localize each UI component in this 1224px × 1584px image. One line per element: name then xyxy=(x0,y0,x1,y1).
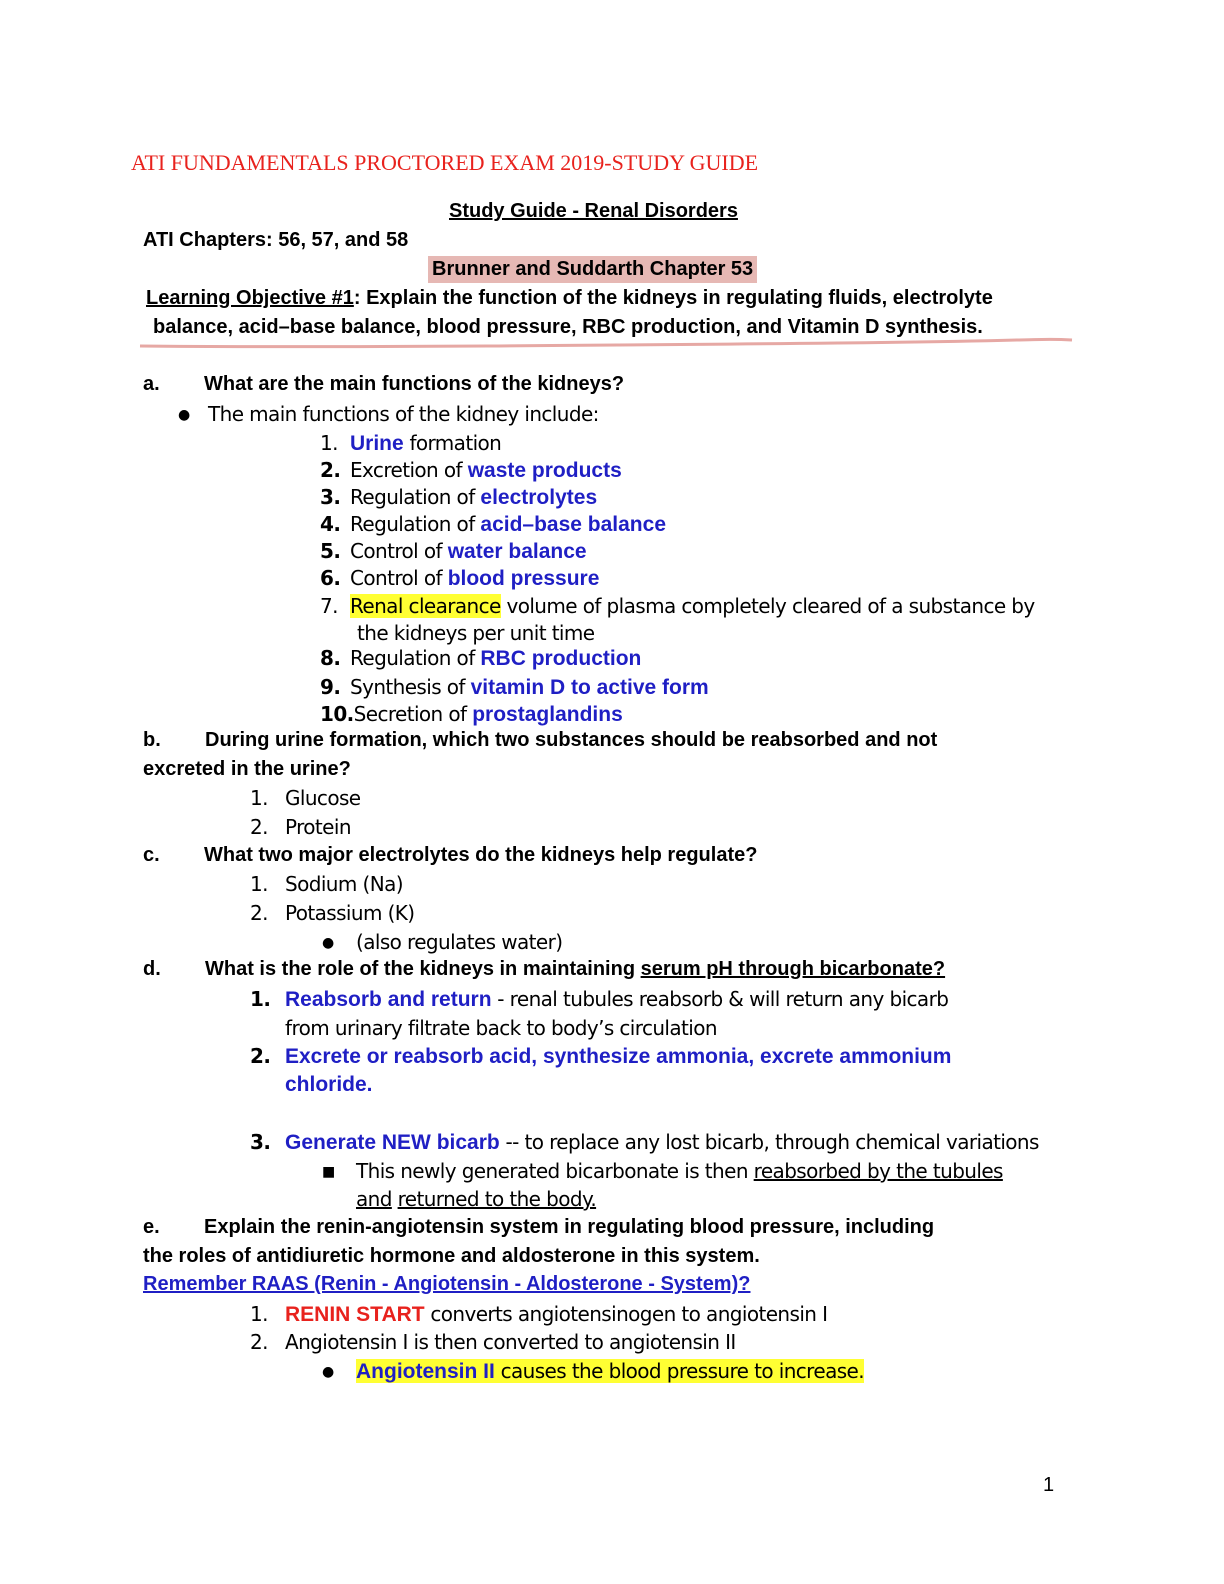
d-sub-bullet: ■ This newly generated bicarbonate is then reabsorbed by the tubules xyxy=(322,1159,1003,1183)
question-b-cont: excreted in the urine? xyxy=(143,758,351,780)
question-b: b. During urine formation, which two substances should be reabsorbed and not xyxy=(143,729,938,751)
study-guide-subtitle: Study Guide - Renal Disorders xyxy=(449,200,738,222)
question-e: e. Explain the renin-angiotensin system in regulating blood pressure, including xyxy=(143,1216,935,1238)
b-item-1: 1. Glucose xyxy=(250,786,361,810)
raas-link[interactable]: Remember RAAS (Renin - Angiotensin - Aldosterone - System)? xyxy=(143,1273,751,1295)
function-item-7: 7. Renal clearance volume of plasma completely cleared of a substance by xyxy=(320,594,1035,618)
c-item-1: 1. Sodium (Na) xyxy=(250,872,403,896)
page-number: 1 xyxy=(1043,1474,1055,1496)
d-item-2-cont: chloride. xyxy=(285,1073,373,1096)
d-sub-bullet-cont: and returned to the body. xyxy=(356,1187,597,1211)
question-d: d. What is the role of the kidneys in maintaining serum pH through bicarbonate? xyxy=(143,958,946,980)
d-item-3: 3. Generate NEW bicarb -- to replace any lost bicarb, through chemical variations xyxy=(250,1130,1039,1154)
b-item-2: 2. Protein xyxy=(250,815,351,839)
question-c: c. What two major electrolytes do the kidneys help regulate? xyxy=(143,844,758,866)
c-sub-bullet: ● (also regulates water) xyxy=(322,930,563,954)
learning-objective-label: Learning Objective #1 xyxy=(146,287,354,309)
d-item-1: 1. Reabsorb and return - renal tubules reabsorb & will return any bicarb xyxy=(250,987,949,1011)
bullet-main-functions: ● The main functions of the kidney include: xyxy=(178,402,599,426)
function-item-3: 3. Regulation of electrolytes xyxy=(320,485,598,509)
function-item-10: 10.Secretion of prostaglandins xyxy=(320,702,623,726)
document-title: ATI FUNDAMENTALS PROCTORED EXAM 2019-STUDY GUIDE xyxy=(131,150,759,175)
d-item-2: 2. Excrete or reabsorb acid, synthesize ammonia, excrete ammonium xyxy=(250,1044,952,1068)
d-item-1-cont: from urinary filtrate back to body’s circulation xyxy=(285,1016,717,1040)
function-item-1: 1. Urine formation xyxy=(320,431,502,455)
angiotensin-highlight: Angiotensin II causes the blood pressure to increase. xyxy=(356,1359,865,1383)
function-item-4: 4. Regulation of acid–base balance xyxy=(320,512,666,536)
function-item-7-cont: the kidneys per unit time xyxy=(357,621,595,645)
function-item-6: 6. Control of blood pressure xyxy=(320,566,600,590)
function-item-8: 8. Regulation of RBC production xyxy=(320,646,642,670)
renal-clearance-highlight: Renal clearance xyxy=(350,594,501,618)
question-e-cont: the roles of antidiuretic hormone and aldosterone in this system. xyxy=(143,1245,760,1267)
e-item-1: 1. RENIN START converts angiotensinogen to angiotensin I xyxy=(250,1302,828,1326)
function-item-9: 9. Synthesis of vitamin D to active form xyxy=(320,675,709,699)
learning-objective-line1: Learning Objective #1: Explain the function of the kidneys in regulating fluids, electrolyte xyxy=(146,287,993,309)
e-sub-bullet: ● Angiotensin II causes the blood pressure to increase. xyxy=(322,1359,865,1383)
learning-objective-line2: balance, acid–base balance, blood pressure, RBC production, and Vitamin D synthesis. xyxy=(153,316,983,338)
c-item-2: 2. Potassium (K) xyxy=(250,901,415,925)
function-item-2: 2. Excretion of waste products xyxy=(320,458,622,482)
function-item-5: 5. Control of water balance xyxy=(320,539,587,563)
brunner-chapter: Brunner and Suddarth Chapter 53 xyxy=(428,256,757,283)
ati-chapters: ATI Chapters: 56, 57, and 58 xyxy=(143,229,409,251)
objective-divider xyxy=(138,336,1078,350)
question-a: a. What are the main functions of the kidneys? xyxy=(143,373,625,395)
e-item-2: 2. Angiotensin I is then converted to angiotensin II xyxy=(250,1330,736,1354)
